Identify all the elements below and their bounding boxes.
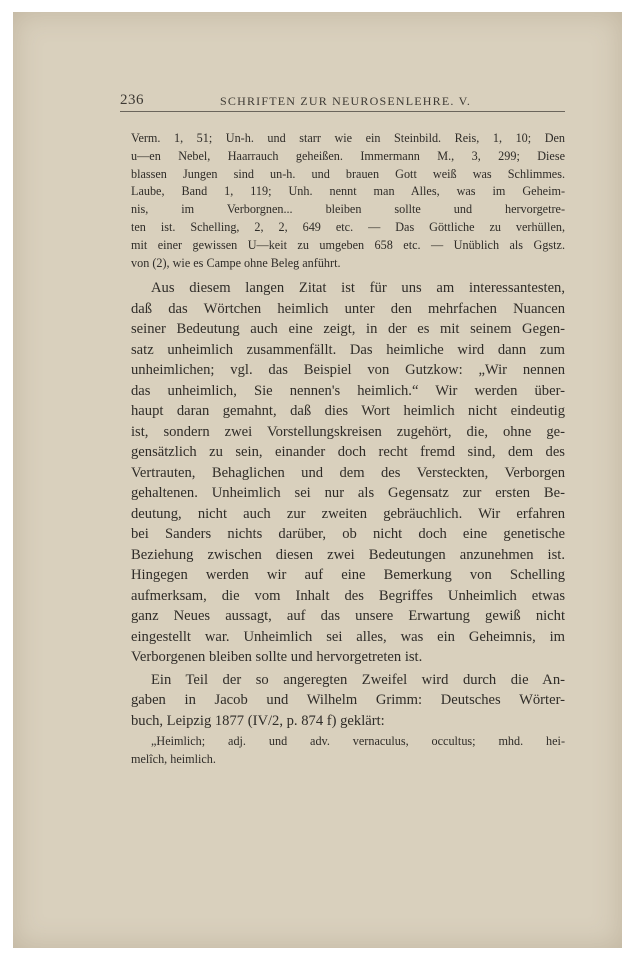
text-line: haupt daran gemahnt, daß dies Wort heimlich nicht eindeutig: [131, 403, 565, 420]
running-title: SCHRIFTEN ZUR NEUROSENLEHRE. V.: [220, 94, 472, 108]
text-line: nis, im Verborgnen... bleiben sollte und hervorgetre-: [131, 202, 565, 217]
paragraph: [131, 278, 565, 668]
text-line: bei Sanders nichts darüber, ob nicht doch eine genetische: [131, 526, 565, 543]
text-line: buch, Leipzig 1877 (IV/2, p. 874 f) geklärt:: [131, 712, 385, 729]
page-number: 236: [120, 92, 144, 108]
text-line: ten ist. Schelling, 2, 2, 649 etc. — Das Göttliche zu verhüllen,: [131, 219, 565, 234]
text-line: unheimlichen; vgl. das Beispiel von Gutzkow: „Wir nennen: [131, 362, 565, 379]
text-line: mit einer gewissen U—keit zu umgeben 658 etc. — Unüblich als Ggstz.: [131, 237, 565, 252]
text-line: Aus diesem langen Zitat ist für uns am interessantesten,: [151, 280, 565, 297]
text-line: „Heimlich; adj. und adv. vernaculus, occultus; mhd. hei-: [151, 734, 565, 749]
text-line: Verborgenen bleiben sollte und hervorgetreten ist.: [131, 649, 423, 666]
text-line: Beziehung zwischen diesen zwei Bedeutungen anzunehmen ist.: [131, 546, 565, 563]
text-line: Ein Teil der so angeregten Zweifel wird durch die An-: [151, 671, 565, 688]
text-line: Verm. 1, 51; Un-h. und starr wie ein Steinbild. Reis, 1, 10; Den: [131, 131, 565, 145]
text-line: gensätzlich zu sein, einander doch recht fremd sind, dem des: [131, 444, 565, 461]
text-line: blassen Jungen sind un-h. und brauen Gott weiß was Schlimmes.: [131, 166, 565, 181]
text-line: gehaltenen. Unheimlich sei nur als Gegensatz zur ersten Be-: [131, 485, 565, 502]
quotation-block: [131, 130, 565, 272]
text-line: deutung, nicht auch zur zweiten gebräuchlich. Wir erfahren: [131, 505, 565, 522]
text-line: eingestellt war. Unheimlich sei alles, was ein Geheimnis, im: [131, 628, 565, 645]
text-line: seiner Bedeutung auch eine zeigt, in der es mit seinem Gegen-: [131, 321, 565, 338]
text-line: melîch, heimlich.: [131, 752, 216, 767]
dictionary-entry: [131, 733, 565, 769]
text-line: ist, sondern zwei Vorstellungskreisen zugehört, die, ohne ge-: [131, 423, 565, 440]
text-line: von (2), wie es Campe ohne Beleg anführt.: [131, 255, 341, 270]
text-line: ganz Neues aussagt, auf das unsere Erwartung gewiß nicht: [131, 608, 565, 625]
text-line: Vertrauten, Behaglichen und dem des Versteckten, Verborgen: [131, 464, 565, 481]
text-line: u—en Nebel, Haarrauch geheißen. Immermann M., 3, 299; Diese: [131, 148, 565, 163]
text-line: Laube, Band 1, 119; Unh. nennt man Alles, was im Geheim-: [131, 184, 565, 199]
text-line: Hingegen werden wir auf eine Bemerkung von Schelling: [131, 567, 565, 584]
paragraph: [131, 670, 565, 732]
header-rule: [120, 111, 565, 112]
text-line: daß das Wörtchen heimlich unter den mehrfachen Nuancen: [131, 300, 565, 317]
text-line: aufmerksam, die vom Inhalt des Begriffes Unheimlich etwas: [131, 587, 565, 604]
running-header: [120, 92, 565, 112]
text-line: satz unheimlich zusammenfällt. Das heimliche wird dann zum: [131, 341, 565, 358]
text-line: das unheimlich, Sie nennen's heimlich.“ Wir werden über-: [131, 382, 565, 399]
page-body: [131, 130, 565, 769]
text-line: gaben in Jacob und Wilhelm Grimm: Deutsches Wörter-: [131, 692, 565, 709]
